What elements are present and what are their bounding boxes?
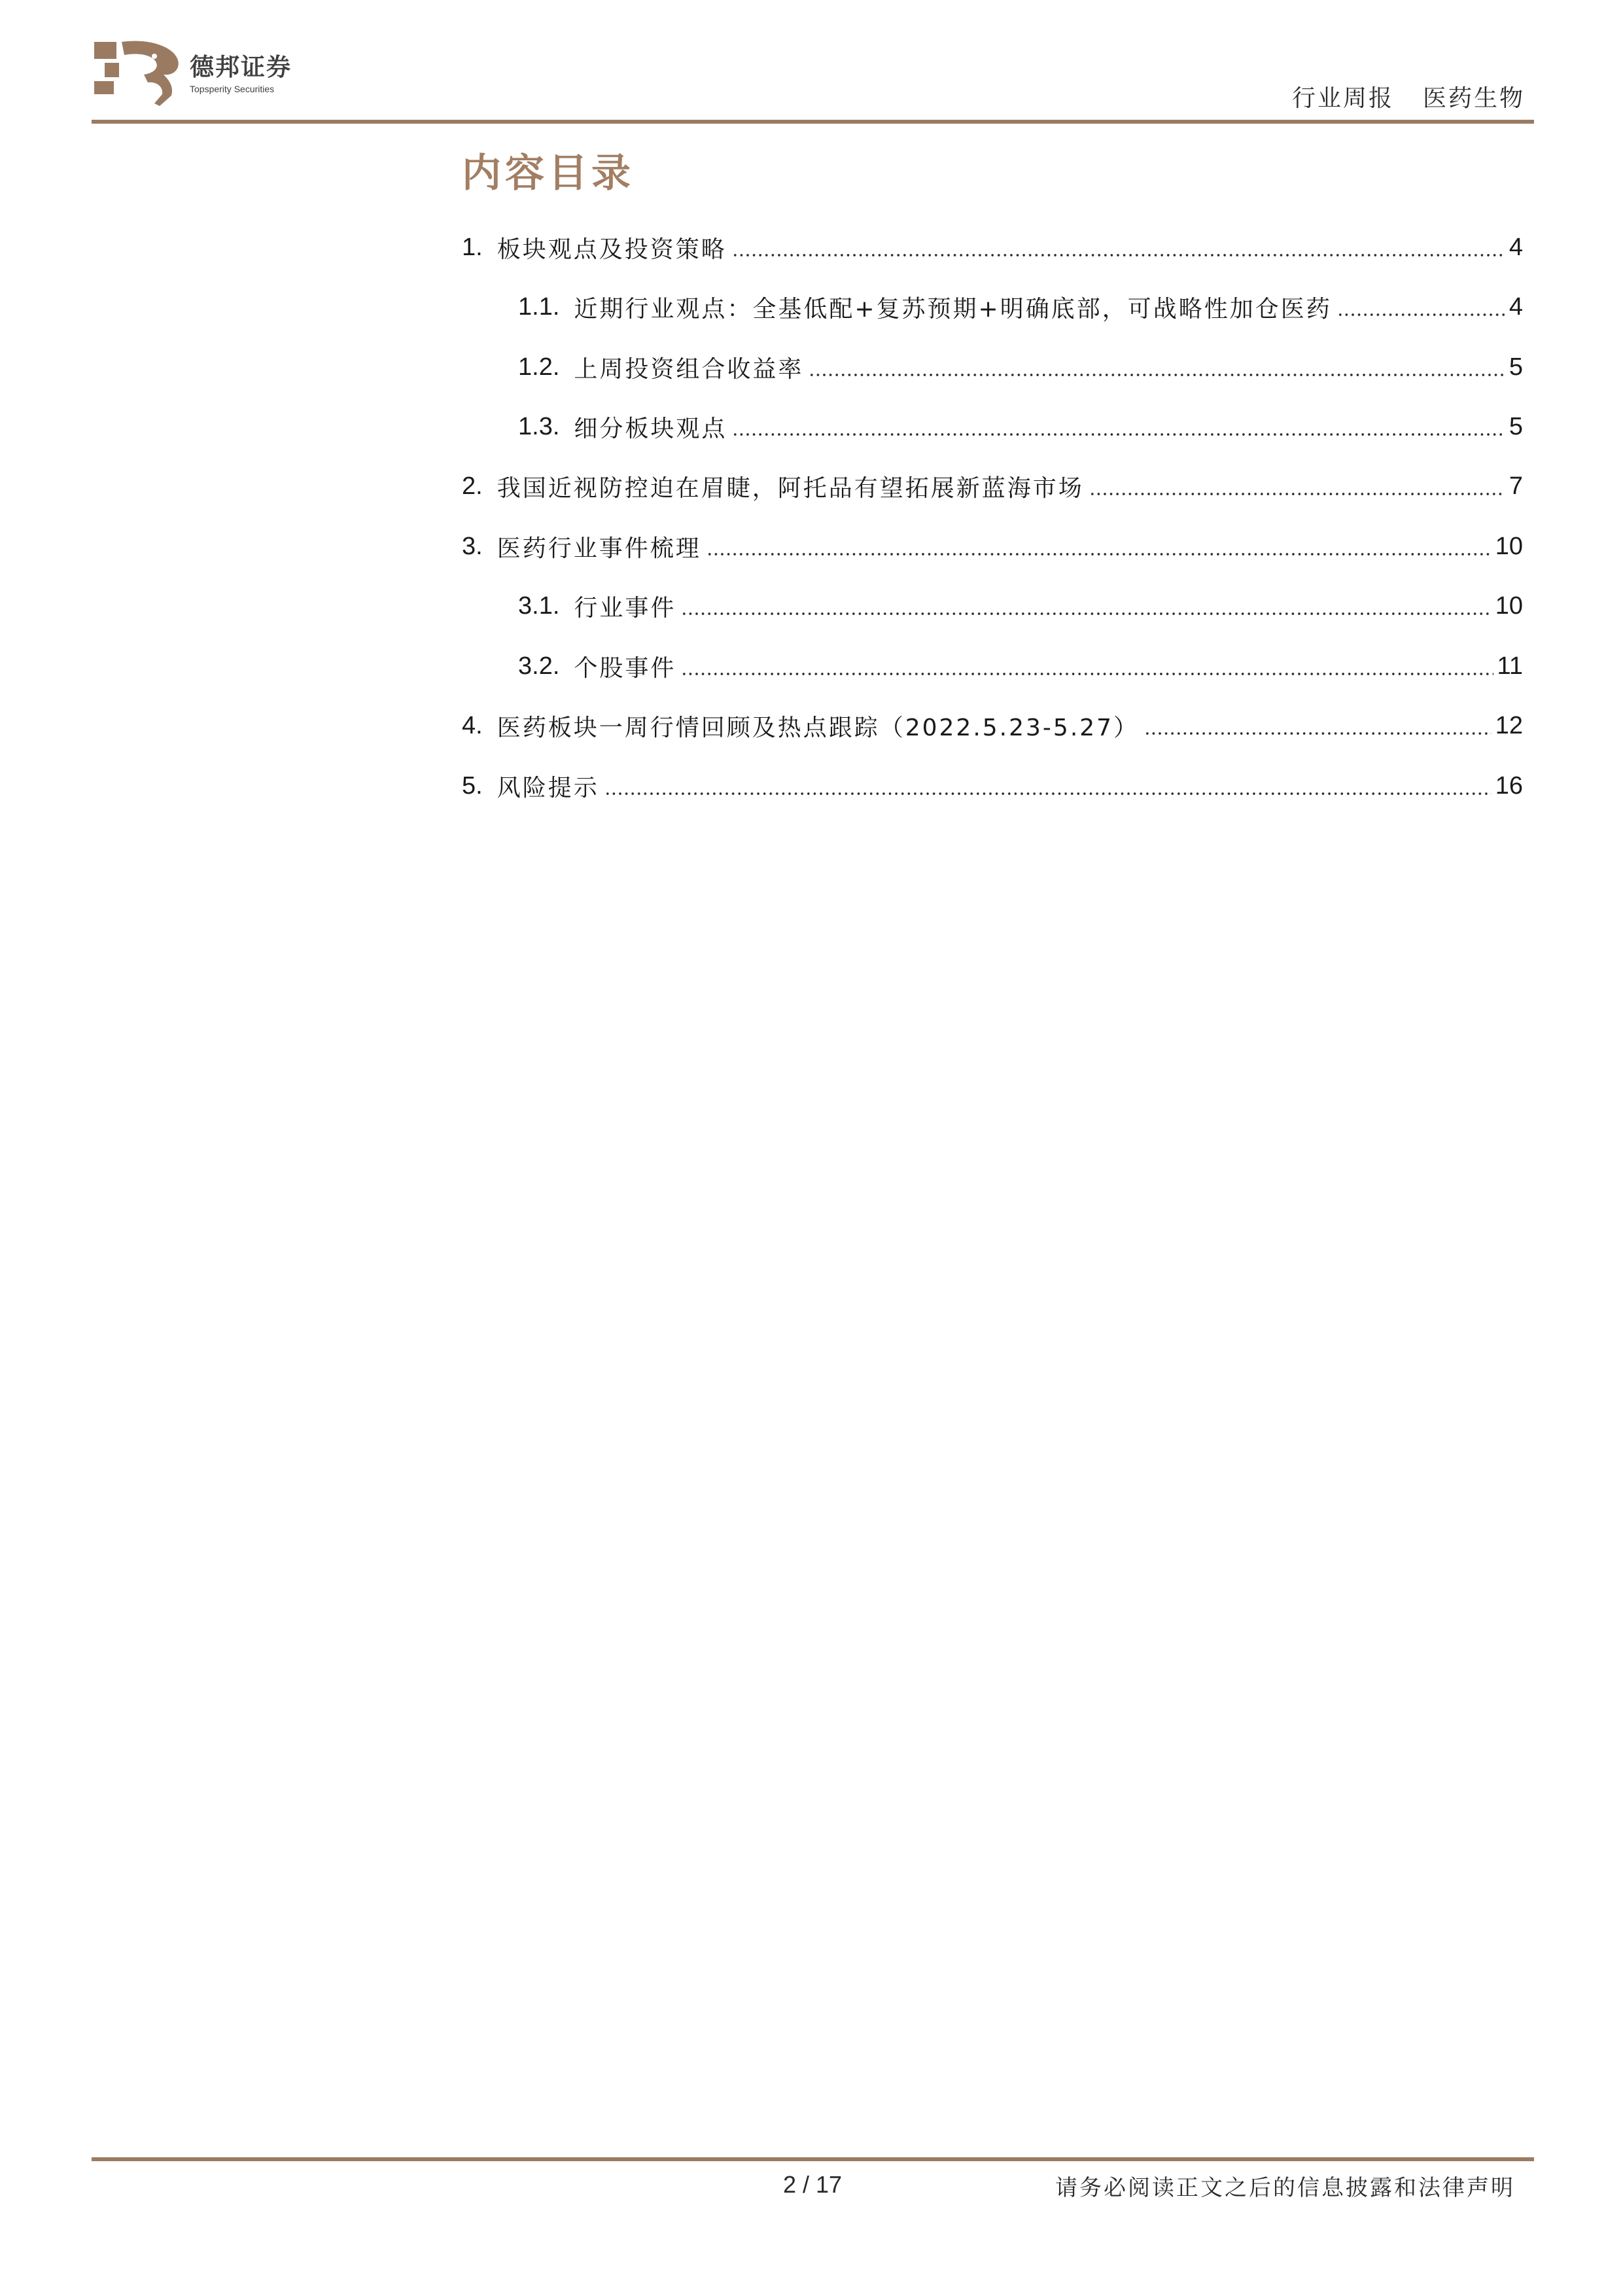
logo-text	[190, 53, 292, 95]
toc-leader-dots	[1089, 474, 1505, 499]
company-name-en: Topsperity Securities	[190, 84, 275, 94]
toc-entry[interactable]	[462, 706, 1523, 745]
toc-entry-title: 板块观点及投资策略	[497, 236, 727, 263]
company-logo	[92, 38, 292, 110]
toc-entry-page: 11	[1497, 652, 1523, 680]
toc-title: 内容目录	[462, 150, 635, 196]
toc-entry-page: 16	[1495, 771, 1523, 800]
toc-entry-title: 细分板块观点	[574, 415, 727, 442]
toc-entry-number: 2.	[462, 472, 483, 500]
footer-divider	[92, 2157, 1534, 2161]
toc-leader-dots	[1337, 294, 1505, 319]
legal-disclaimer: 请务必阅读正文之后的信息披露和法律声明	[1055, 2175, 1515, 2201]
toc-entry-page: 4	[1509, 292, 1523, 321]
toc-entry-number: 3.2.	[518, 652, 560, 680]
toc-entry[interactable]	[518, 586, 1523, 626]
toc-leader-dots	[732, 235, 1505, 260]
toc-leader-dots	[707, 534, 1492, 559]
toc-entry-number: 1.1.	[518, 292, 560, 321]
page-number: 2 / 17	[783, 2171, 843, 2198]
toc-leader-dots	[732, 414, 1505, 439]
toc-entry[interactable]	[518, 347, 1523, 387]
toc-entry-title: 上周投资组合收益率	[574, 355, 804, 383]
toc-entry-page: 10	[1495, 592, 1523, 620]
toc-entry-title: 医药板块一周行情回顾及热点跟踪（2022.5.23-5.27）	[497, 714, 1140, 741]
toc-entry-number: 3.	[462, 532, 483, 560]
header-divider	[92, 120, 1534, 124]
company-name-cn: 德邦证券	[190, 53, 292, 81]
toc-entry-page: 7	[1509, 472, 1523, 500]
toc-entry-page: 5	[1509, 412, 1523, 440]
toc-entry-title: 近期行业观点：全基低配+复苏预期+明确底部，可战略性加仓医药	[574, 295, 1332, 323]
toc-entry-number: 1.	[462, 233, 483, 261]
toc-entry[interactable]	[462, 228, 1523, 267]
toc-leader-dots	[681, 593, 1491, 618]
toc-entry[interactable]	[462, 527, 1523, 566]
toc-entry-number: 5.	[462, 771, 483, 800]
toc-entry-page: 12	[1495, 711, 1523, 739]
sector-label: 医药生物	[1422, 85, 1525, 112]
topsperity-logo-icon	[92, 38, 183, 110]
toc-entry[interactable]	[462, 766, 1523, 805]
header-labels	[1292, 80, 1525, 113]
toc-leader-dots	[1144, 713, 1492, 738]
toc-entry[interactable]	[518, 646, 1523, 686]
toc-entry-number: 1.3.	[518, 412, 560, 440]
toc-entry-page: 4	[1509, 233, 1523, 261]
toc-leader-dots	[809, 355, 1505, 380]
toc-entry[interactable]	[462, 467, 1523, 506]
toc-entry-title: 风险提示	[497, 774, 599, 802]
toc-entry[interactable]	[518, 407, 1523, 446]
toc-entry[interactable]	[518, 287, 1523, 327]
toc-entry-title: 医药行业事件梳理	[497, 535, 701, 562]
toc-entry-number: 1.2.	[518, 353, 560, 381]
toc-leader-dots	[681, 654, 1493, 679]
toc-entry-title: 个股事件	[574, 654, 676, 682]
toc-entry-number: 3.1.	[518, 592, 560, 620]
report-type-label: 行业周报	[1291, 85, 1394, 112]
toc-entry-page: 5	[1509, 353, 1523, 381]
toc-leader-dots	[604, 773, 1492, 798]
toc-entry-page: 10	[1495, 532, 1523, 560]
toc-entry-title: 行业事件	[574, 594, 676, 622]
toc-entry-number: 4.	[462, 711, 483, 739]
toc-entry-title: 我国近视防控迫在眉睫，阿托品有望拓展新蓝海市场	[497, 474, 1084, 502]
